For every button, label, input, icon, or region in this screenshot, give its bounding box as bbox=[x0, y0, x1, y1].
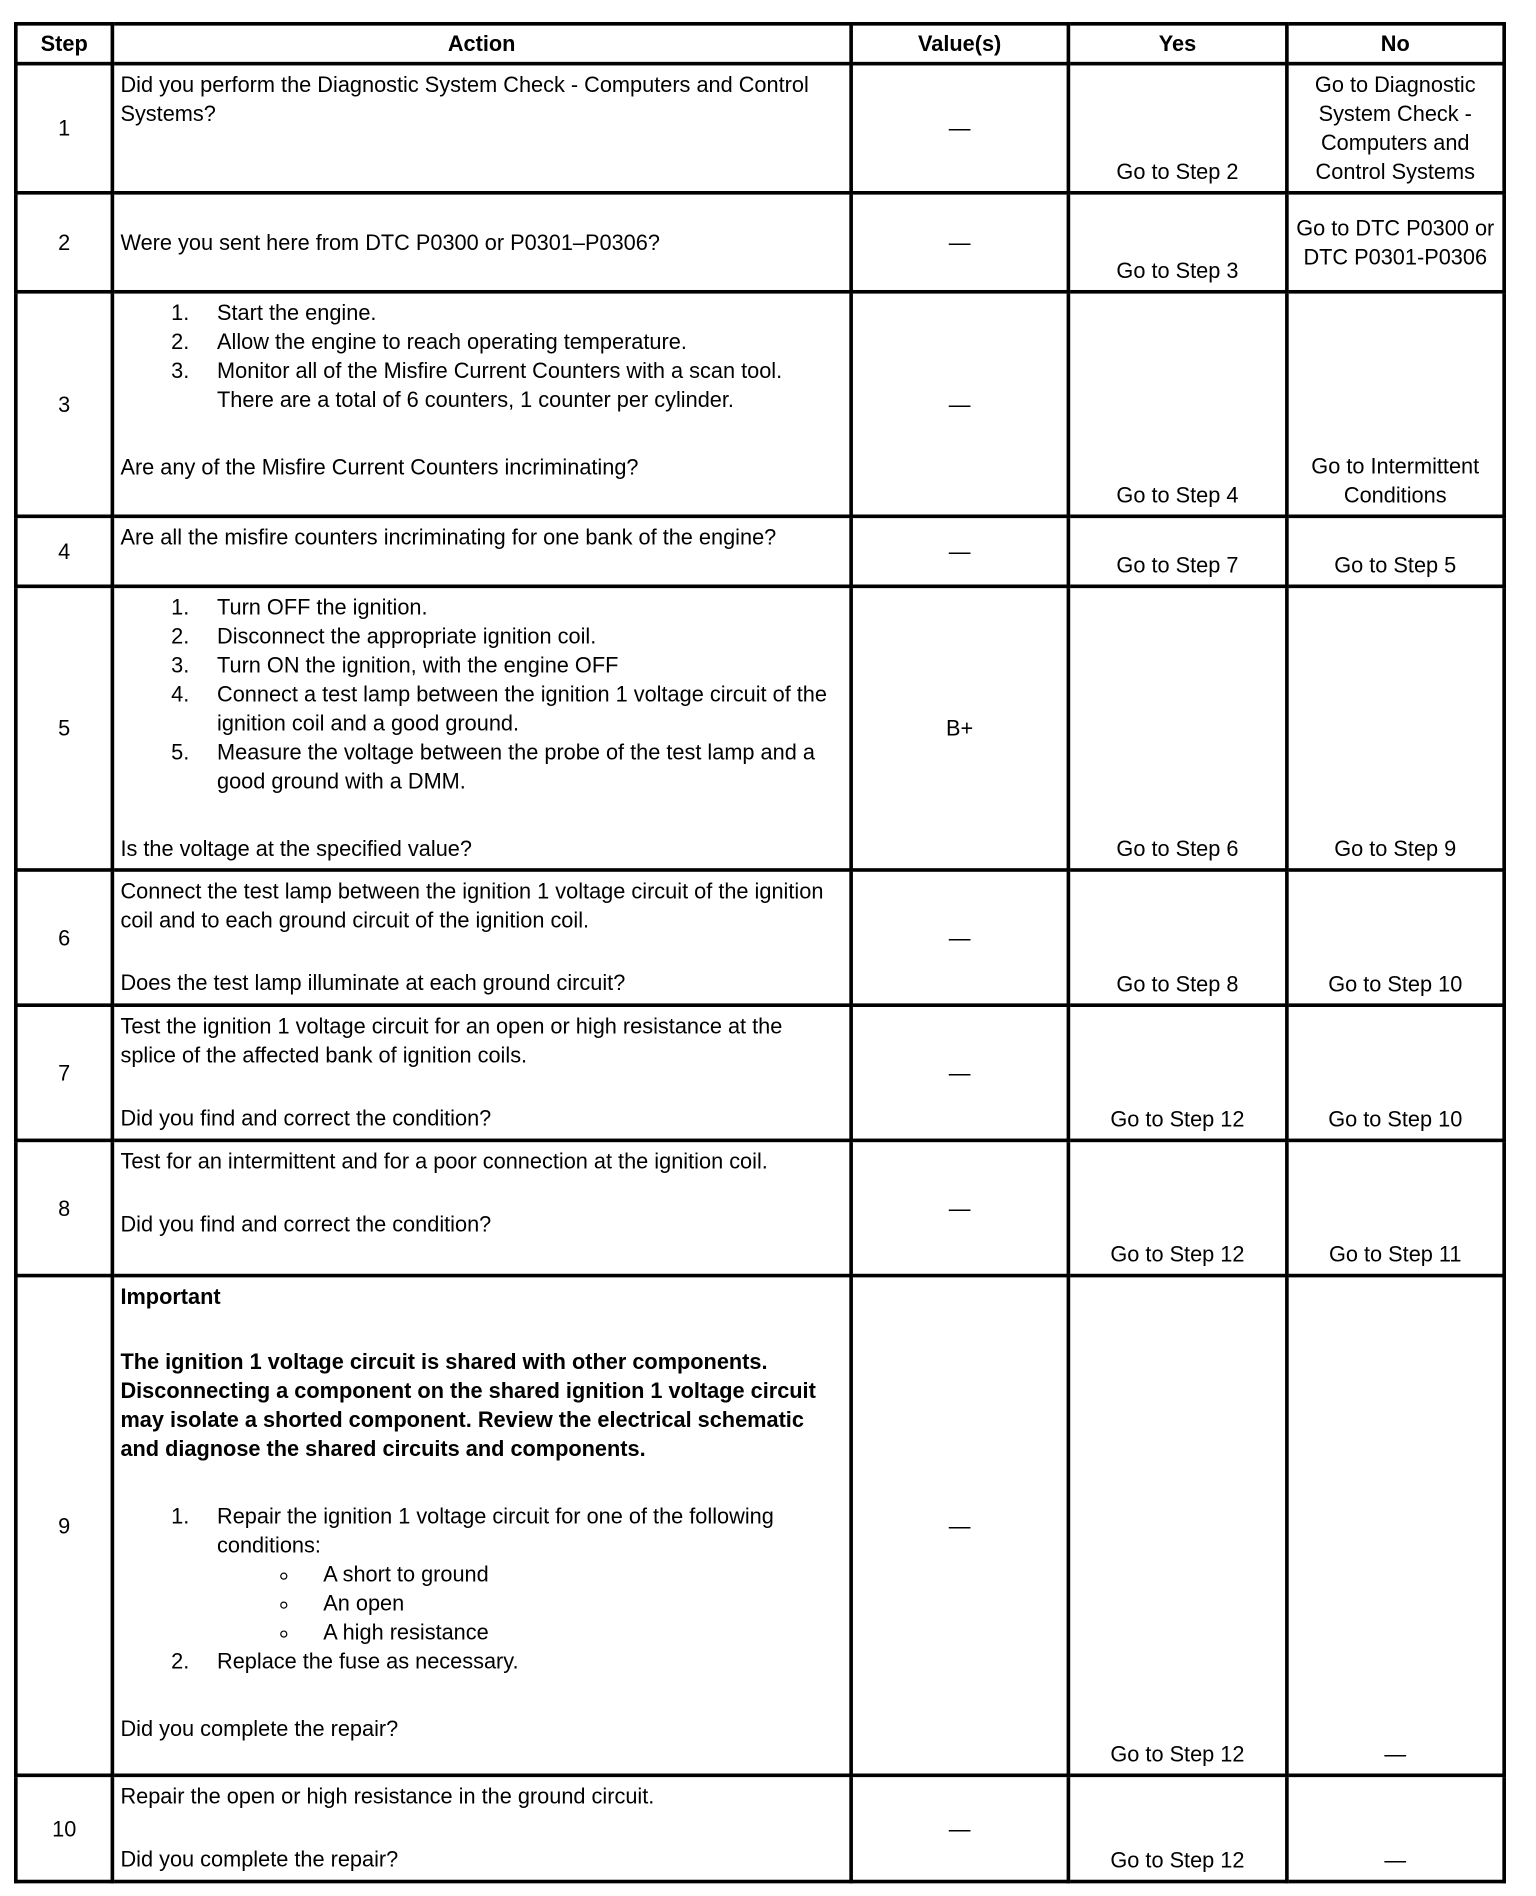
table-header-row bbox=[16, 24, 1504, 64]
value-cell: — bbox=[851, 1276, 1069, 1776]
value-cell: — bbox=[851, 64, 1069, 193]
no-cell: Go to Step 9 bbox=[1286, 586, 1504, 870]
yes-cell: Go to Step 8 bbox=[1069, 870, 1287, 1005]
yes-cell: Go to Step 4 bbox=[1069, 292, 1287, 517]
table-row bbox=[16, 586, 1504, 870]
no-cell: Go to Step 11 bbox=[1286, 1140, 1504, 1275]
substep: 2. Replace the fuse as necessary. bbox=[195, 1647, 843, 1676]
table-row bbox=[16, 292, 1504, 517]
step-number: 5 bbox=[16, 586, 113, 870]
diagnostic-table bbox=[14, 22, 1506, 1883]
substep-list bbox=[120, 298, 842, 414]
substep: 3. Monitor all of the Misfire Current Counters with a scan tool. There are a total of 6 counters, 1 counter per cylinder. bbox=[195, 356, 843, 414]
step-number: 2 bbox=[16, 193, 113, 292]
table-row bbox=[16, 1005, 1504, 1140]
table-row bbox=[16, 193, 1504, 292]
important-title: Important bbox=[120, 1284, 221, 1309]
substep: 2. Allow the engine to reach operating temperature. bbox=[195, 327, 843, 356]
table-row bbox=[16, 516, 1504, 586]
table-row bbox=[16, 1775, 1504, 1881]
yes-cell: Go to Step 12 bbox=[1069, 1276, 1287, 1776]
yes-cell: Go to Step 3 bbox=[1069, 193, 1287, 292]
value-cell: — bbox=[851, 516, 1069, 586]
step-number: 10 bbox=[16, 1775, 113, 1881]
table-row bbox=[16, 1140, 1504, 1275]
substep bbox=[195, 1502, 843, 1647]
action-cell bbox=[113, 64, 851, 193]
substep-list bbox=[120, 1502, 842, 1676]
condition-item: ◦ A high resistance bbox=[302, 1618, 843, 1647]
value-cell: — bbox=[851, 1140, 1069, 1275]
condition-item: ◦ A short to ground bbox=[302, 1560, 843, 1589]
yes-cell: Go to Step 12 bbox=[1069, 1005, 1287, 1140]
action-question: Did you complete the repair? bbox=[120, 1847, 399, 1872]
value-cell: — bbox=[851, 1775, 1069, 1881]
substep: 1. Turn OFF the ignition. bbox=[195, 593, 843, 622]
header-values: Value(s) bbox=[851, 24, 1069, 64]
condition-item: ◦ An open bbox=[302, 1589, 843, 1618]
header-yes: Yes bbox=[1069, 24, 1287, 64]
document-page bbox=[14, 22, 1536, 1883]
important-body: The ignition 1 voltage circuit is shared with other components. Disconnecting a component on the shared ignition 1 voltage circuit may isolate a shorted component. Review the electrical schematic and diagnose the shared circuits and components. bbox=[120, 1349, 816, 1461]
action-question: Are any of the Misfire Current Counters incriminating? bbox=[120, 455, 639, 480]
action-cell bbox=[113, 1005, 851, 1140]
action-cell bbox=[113, 586, 851, 870]
no-cell: Go to Step 10 bbox=[1286, 870, 1504, 1005]
value-cell: — bbox=[851, 292, 1069, 517]
no-cell: — bbox=[1286, 1775, 1504, 1881]
table-row bbox=[16, 64, 1504, 193]
step-number: 4 bbox=[16, 516, 113, 586]
step-number: 7 bbox=[16, 1005, 113, 1140]
value-cell: — bbox=[851, 1005, 1069, 1140]
step-number: 8 bbox=[16, 1140, 113, 1275]
no-cell: Go to Diagnostic System Check - Computers and Control Systems bbox=[1286, 64, 1504, 193]
step-number: 6 bbox=[16, 870, 113, 1005]
substep: 4. Connect a test lamp between the ignition 1 voltage circuit of the ignition coil and a good ground. bbox=[195, 680, 843, 738]
no-cell: Go to Step 5 bbox=[1286, 516, 1504, 586]
action-text: Test for an intermittent and for a poor connection at the ignition coil. bbox=[120, 1149, 768, 1174]
header-no: No bbox=[1286, 24, 1504, 64]
no-cell: Go to Intermittent Conditions bbox=[1286, 292, 1504, 517]
action-text: Are all the misfire counters incriminating for one bank of the engine? bbox=[120, 525, 777, 550]
action-question: Did you find and correct the condition? bbox=[120, 1105, 492, 1131]
action-cell bbox=[113, 292, 851, 517]
substep: 5. Measure the voltage between the probe of the test lamp and a good ground with a DMM. bbox=[195, 738, 843, 796]
action-text: Were you sent here from DTC P0300 or P0301–P0306? bbox=[120, 230, 660, 255]
no-cell: Go to DTC P0300 or DTC P0301-P0306 bbox=[1286, 193, 1504, 292]
header-action: Action bbox=[113, 24, 851, 64]
action-cell bbox=[113, 1775, 851, 1881]
substep-text: Repair the ignition 1 voltage circuit for one of the following conditions: bbox=[217, 1504, 774, 1558]
action-question: Did you find and correct the condition? bbox=[120, 1212, 492, 1237]
table-row bbox=[16, 1276, 1504, 1776]
no-cell: — bbox=[1286, 1276, 1504, 1776]
substep: 1. Start the engine. bbox=[195, 298, 843, 327]
substep-list bbox=[120, 593, 842, 796]
substep: 3. Turn ON the ignition, with the engine OFF bbox=[195, 651, 843, 680]
action-text: Did you perform the Diagnostic System Check - Computers and Control Systems? bbox=[120, 72, 809, 126]
action-text: Repair the open or high resistance in the ground circuit. bbox=[120, 1784, 655, 1809]
step-number: 3 bbox=[16, 292, 113, 517]
action-question: Did you complete the repair? bbox=[120, 1716, 399, 1741]
action-question: Is the voltage at the specified value? bbox=[120, 836, 472, 861]
action-cell bbox=[113, 1276, 851, 1776]
action-cell bbox=[113, 193, 851, 292]
condition-list bbox=[217, 1560, 843, 1647]
yes-cell: Go to Step 2 bbox=[1069, 64, 1287, 193]
action-cell bbox=[113, 516, 851, 586]
value-cell: — bbox=[851, 870, 1069, 1005]
table-row bbox=[16, 870, 1504, 1005]
yes-cell: Go to Step 6 bbox=[1069, 586, 1287, 870]
yes-cell: Go to Step 12 bbox=[1069, 1140, 1287, 1275]
action-cell bbox=[113, 870, 851, 1005]
value-cell: B+ bbox=[851, 586, 1069, 870]
value-cell: — bbox=[851, 193, 1069, 292]
yes-cell: Go to Step 12 bbox=[1069, 1775, 1287, 1881]
yes-cell: Go to Step 7 bbox=[1069, 516, 1287, 586]
action-text: Connect the test lamp between the ignition 1 voltage circuit of the ignition coil and to each ground circuit of the ignition coil. bbox=[120, 879, 824, 933]
no-cell: Go to Step 10 bbox=[1286, 1005, 1504, 1140]
step-number: 1 bbox=[16, 64, 113, 193]
action-question: Does the test lamp illuminate at each ground circuit? bbox=[120, 970, 626, 995]
step-number: 9 bbox=[16, 1276, 113, 1776]
substep: 2. Disconnect the appropriate ignition coil. bbox=[195, 622, 843, 651]
action-text: Test the ignition 1 voltage circuit for an open or high resistance at the splice of the affected bank of ignition coils. bbox=[120, 1014, 783, 1068]
action-cell bbox=[113, 1140, 851, 1275]
header-step: Step bbox=[16, 24, 113, 64]
